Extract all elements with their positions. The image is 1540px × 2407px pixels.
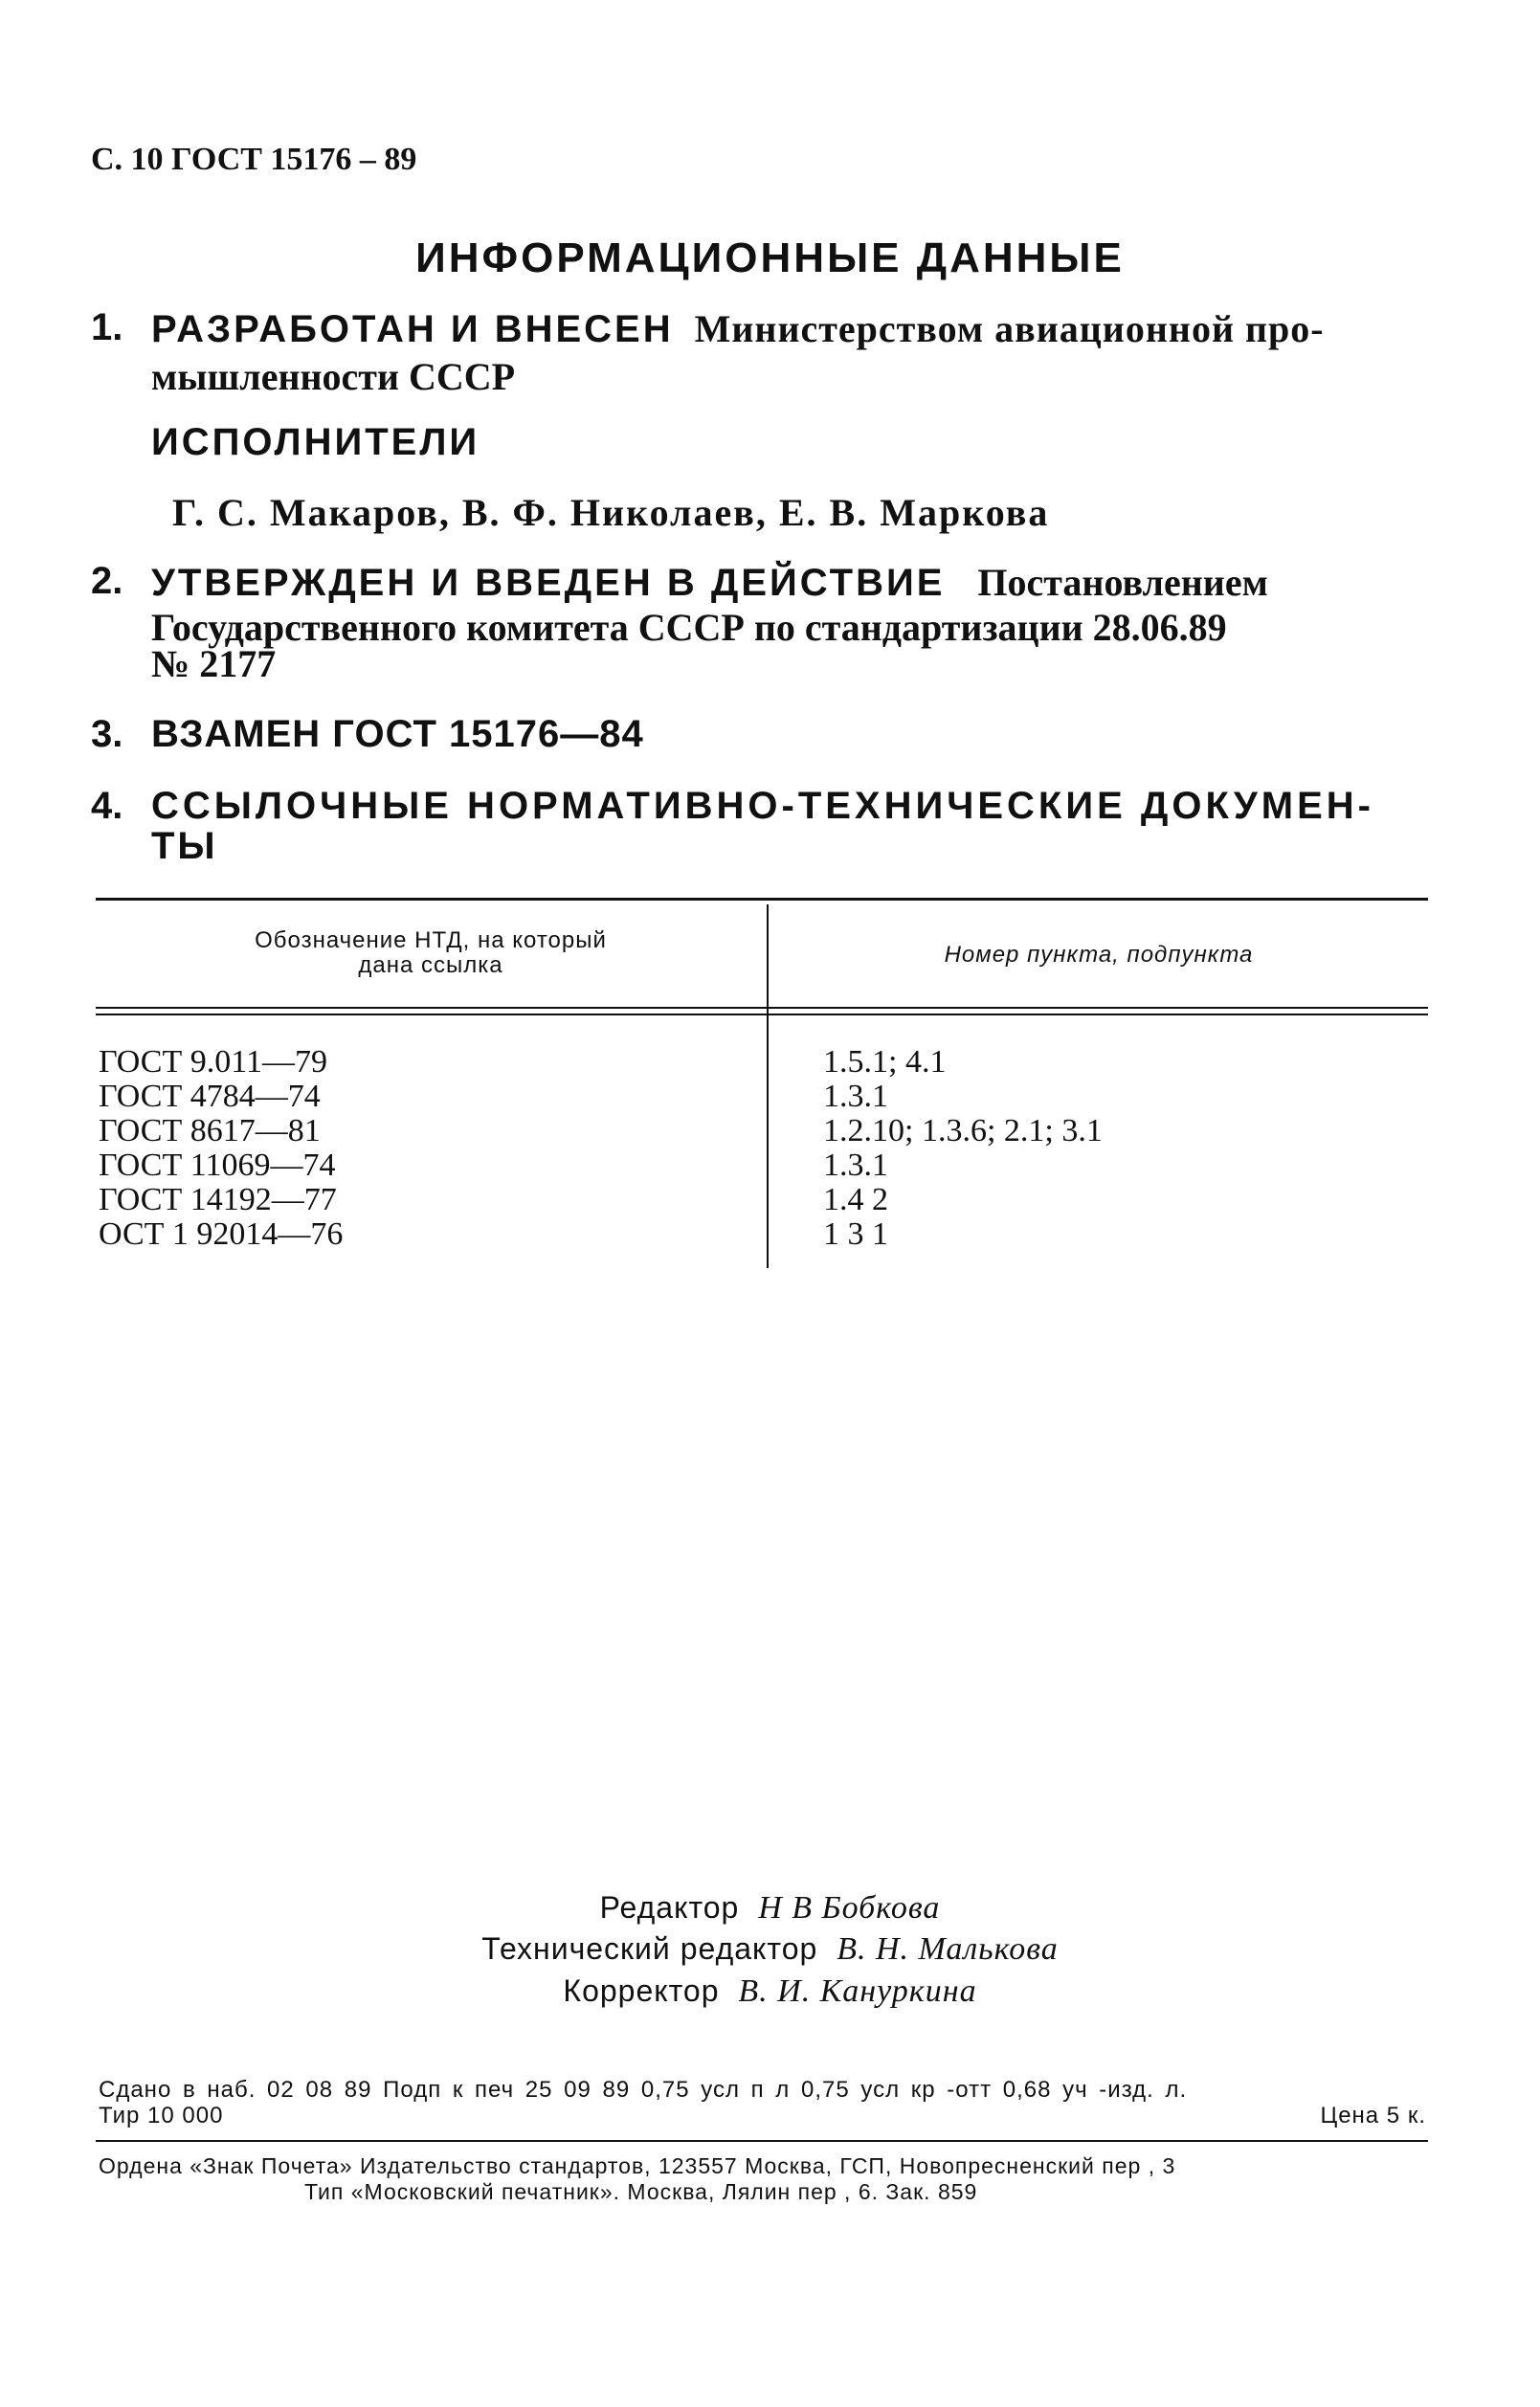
table-row-doc: ОСТ 1 92014—76	[99, 1216, 344, 1252]
running-head: С. 10 ГОСТ 15176 – 89	[91, 142, 417, 177]
section-2-heading: УТВЕРЖДЕН И ВВЕДЕН В ДЕЙСТВИЕ	[151, 562, 946, 604]
section-2-line1	[151, 560, 1268, 605]
table-row-clause: 1.2.10; 1.3.6; 2.1; 3.1	[823, 1113, 1103, 1148]
section-4-heading-line1: ССЫЛОЧНЫЕ НОРМАТИВНО-ТЕХНИЧЕСКИЕ ДОКУМЕН-	[151, 785, 1374, 827]
table-header-rule-2	[96, 1014, 1428, 1015]
tech-editor-name: В. Н. Малькова	[837, 1931, 1059, 1967]
imprint-line1: Сдано в наб. 02 08 89 Подп к печ 25 09 89 0,75 усл п л 0,75 усл кр -отт 0,68 уч -изд. л.	[99, 2077, 1188, 2103]
table-header-rule-1	[96, 1007, 1428, 1009]
section-1-line1	[151, 306, 1325, 351]
section-4-heading-line2: ТЫ	[151, 825, 218, 867]
section-2-number: 2.	[91, 560, 123, 602]
table-row-clause: 1.3.1	[823, 1079, 888, 1114]
page-title: ИНФОРМАЦИОННЫЕ ДАННЫЕ	[415, 234, 1125, 281]
section-2-text-line1: Постановлением	[977, 561, 1268, 604]
section-4-number: 4.	[91, 785, 123, 827]
printer-line: Тип «Московский печатник». Москва, Лялин пер , 6. Зак. 859	[304, 2179, 978, 2204]
publisher-line: Ордена «Знак Почета» Издательство стандартов, 123557 Москва, ГСП, Новопресненский пер , 3	[99, 2153, 1176, 2178]
section-2-text-line3: № 2177	[151, 642, 277, 685]
table-header-col1-line1: Обозначение НТД, на который	[255, 927, 607, 953]
table-header-col1-line2: дана ссылка	[358, 952, 503, 978]
section-1-number: 1.	[91, 306, 123, 348]
tech-editor-label: Технический редактор	[481, 1931, 818, 1966]
section-3-heading: ВЗАМЕН ГОСТ 15176—84	[151, 713, 644, 755]
table-row-doc: ГОСТ 4784—74	[99, 1079, 321, 1114]
corrector-name: В. И. Кануркина	[738, 1973, 977, 2009]
section-3-number: 3.	[91, 713, 123, 755]
credits-tech-editor	[0, 1931, 1540, 1968]
table-col1-body	[99, 1045, 343, 1252]
credits-editor	[0, 1890, 1540, 1927]
price: Цена 5 к.	[1320, 2103, 1426, 2128]
table-col2-body	[823, 1045, 1103, 1252]
table-row-clause: 1.4 2	[823, 1182, 888, 1217]
table-top-rule	[96, 898, 1428, 901]
table-row-clause: 1.5.1; 4.1	[823, 1044, 947, 1080]
table-row-clause: 1 3 1	[823, 1216, 888, 1252]
credits-corrector	[0, 1973, 1540, 2010]
table-row-doc: ГОСТ 11069—74	[99, 1148, 336, 1183]
editor-name: Н В Бобкова	[758, 1890, 941, 1926]
table-header-col1	[96, 928, 766, 978]
section-1-text-line1: Министерством авиационной про-	[694, 307, 1325, 350]
table-row-clause: 1.3.1	[823, 1148, 888, 1183]
corrector-label: Корректор	[563, 1973, 720, 2008]
table-header-col2: Номер пункта, подпункта	[944, 942, 1254, 968]
section-1-heading: РАЗРАБОТАН И ВНЕСЕН	[151, 308, 674, 350]
imprint-rule	[96, 2140, 1428, 2142]
imprint-line2-left: Тир 10 000	[99, 2103, 224, 2128]
executors-names: Г. С. Макаров, В. Ф. Николаев, Е. В. Маркова	[172, 491, 1050, 534]
editor-label: Редактор	[599, 1890, 740, 1925]
executors-heading: ИСПОЛНИТЕЛИ	[151, 421, 480, 463]
table-row-doc: ГОСТ 14192—77	[99, 1182, 337, 1217]
table-row-doc: ГОСТ 8617—81	[99, 1113, 321, 1148]
section-2-text-line2: Государственного комитета СССР по стандартизации 28.06.89	[151, 606, 1227, 649]
table-row-doc: ГОСТ 9.011—79	[99, 1044, 327, 1080]
section-1-text-line2: мышленности СССР	[151, 355, 516, 398]
